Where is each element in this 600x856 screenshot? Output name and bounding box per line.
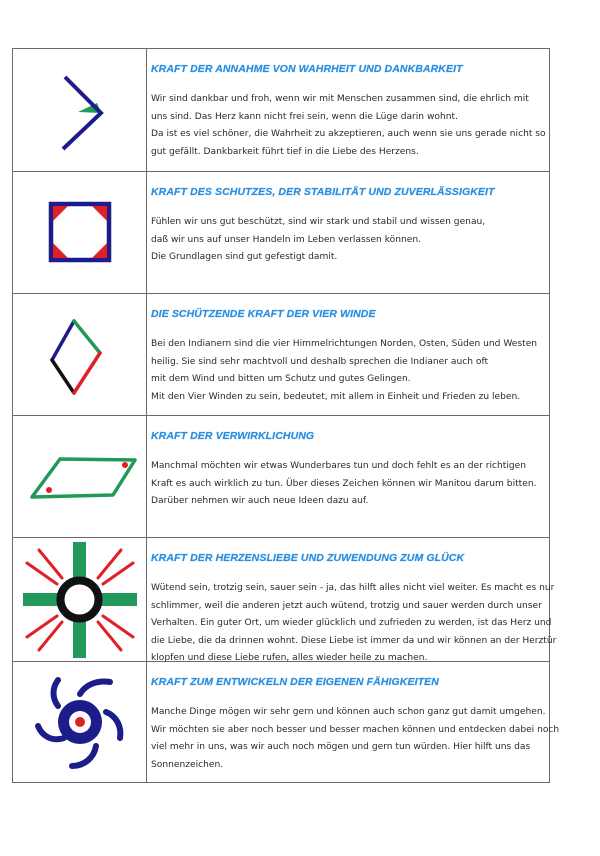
text-line: mit dem Wind und bitten um Schutz und gutes Gelingen. [151, 374, 411, 384]
section-title: KRAFT DER HERZENSLIEBE UND ZUWENDUNG ZUM GLÜCK [151, 552, 465, 564]
table-row [13, 49, 549, 172]
spiral-sun-symbol-icon [30, 672, 130, 772]
section-text [147, 538, 564, 661]
table-row [13, 662, 560, 782]
text-line: uns sind. Das Herz kann nicht frei sein, wenn die Lüge darin wohnt. [151, 111, 458, 122]
text-line: Verhalten. Ein guter Ort, um wieder glücklich und zufrieden zu werden, ist das Herz und [151, 618, 552, 628]
text-line: Darüber nehmen wir auch neue Ideen dazu auf. [151, 496, 369, 506]
section-text [147, 294, 549, 415]
text-line: Mit den Vier Winden zu sein, bedeutet, mit allem in Einheit und Frieden zu leben. [151, 391, 521, 402]
symbol-cell [13, 416, 147, 537]
text-line: daß wir uns auf unser Handeln im Leben verlassen können. [151, 234, 421, 245]
section-text [147, 662, 567, 782]
square-with-red-corners-symbol-icon [40, 193, 120, 273]
rhombus-four-winds-symbol-icon [40, 305, 120, 405]
text-line: viel mehr in uns, was wir auch noch mögen und gern tun würden. Hier hilft uns das [151, 742, 531, 752]
cross-with-circle-and-rays-symbol-icon [17, 538, 143, 662]
text-line: Manche Dinge mögen wir sehr gern und können auch schon ganz gut damit umgehen. [151, 707, 546, 717]
text-line: heilig. Sie sind sehr machtvoll und deshalb sprechen die Indianer auch oft [151, 356, 489, 367]
section-text [147, 172, 549, 293]
angle-bracket-symbol-icon [45, 65, 115, 155]
section-title: KRAFT DES SCHUTZES, DER STABILITÄT UND ZUVERLÄSSIGKEIT [151, 186, 495, 198]
section-text [147, 416, 549, 537]
section-text [147, 49, 554, 171]
table-row [13, 172, 549, 294]
text-line: Bei den Indianern sind die vier Himmelrichtungen Norden, Osten, Süden und Westen [151, 339, 538, 349]
text-line: Die Grundlagen sind gut gefestigt damit. [151, 252, 338, 262]
text-line: Wütend sein, trotzig sein, sauer sein - ja, das hilft alles nicht viel weiter. Es macht es nur [151, 583, 555, 593]
section-title: KRAFT DER ANNAHME VON WAHRHEIT UND DANKBARKEIT [151, 63, 463, 75]
text-line: gut gefällt. Dankbarkeit führt tief in die Liebe des Herzens. [151, 146, 419, 157]
text-line: Da ist es viel schöner, die Wahrheit zu akzeptieren, auch wenn sie uns gerade nicht so [151, 129, 546, 139]
symbol-table [12, 48, 560, 783]
text-line: Manchmal möchten wir etwas Wunderbares tun und doch fehlt es an der richtigen [151, 461, 526, 471]
symbol-cell [13, 662, 147, 782]
text-line: Sonnenzeichen. [151, 759, 224, 770]
text-line: Fühlen wir uns gut beschützt, sind wir stark und stabil und wissen genau, [151, 217, 486, 227]
text-line: Wir möchten sie aber noch besser und besser machen können und entdecken dabei noch [151, 724, 560, 735]
section-title: KRAFT DER VERWIRKLICHUNG [151, 430, 315, 442]
symbol-cell [13, 294, 147, 415]
text-line: Kraft es auch wirklich zu tun. Über dieses Zeichen können wir Manitou darum bitten. [151, 478, 537, 489]
table-row [13, 538, 557, 663]
table-row [13, 416, 549, 538]
table-row [13, 294, 549, 416]
text-line: die Liebe, die da drinnen wohnt. Diese Liebe ist immer da und wir können an der Herztür [151, 635, 557, 646]
symbol-cell [13, 49, 147, 171]
text-line: klopfen und diese Liebe rufen, alles wieder heile zu machen. [151, 653, 428, 663]
symbol-cell [13, 172, 147, 293]
parallelogram-with-dots-symbol-icon [20, 447, 140, 507]
section-title: DIE SCHÜTZENDE KRAFT DER VIER WINDE [151, 308, 376, 320]
symbol-cell [13, 538, 147, 661]
text-line: Wir sind dankbar und froh, wenn wir mit Menschen zusammen sind, die ehrlich mit [151, 94, 529, 104]
section-title: KRAFT ZUM ENTWICKELN DER EIGENEN FÄHIGKEITEN [151, 676, 439, 688]
text-line: schlimmer, weil die anderen jetzt auch wütend, trotzig und sauer werden durch unser [151, 600, 542, 611]
